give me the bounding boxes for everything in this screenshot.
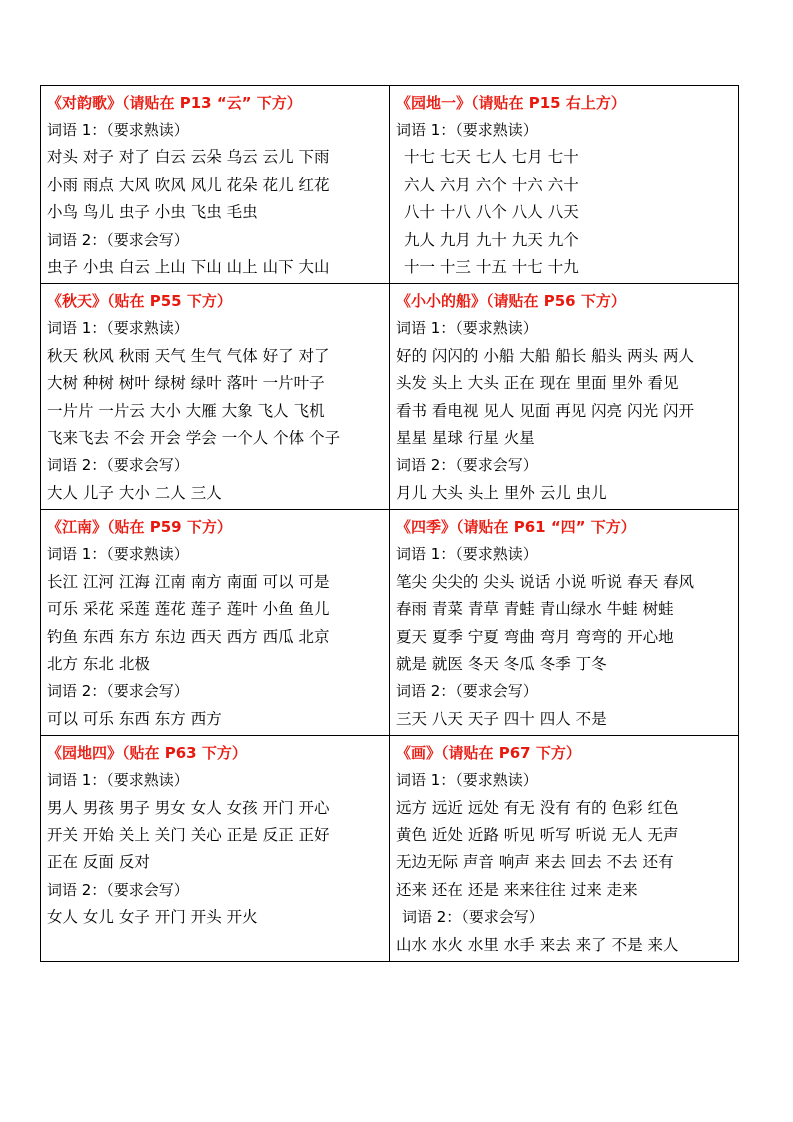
word-line: 秋天 秋风 秋雨 天气 生气 气体 好了 对了 (47, 346, 330, 365)
word-line: 头发 头上 大头 正在 现在 里面 里外 看见 (396, 374, 679, 393)
word-line: 对头 对子 对了 白云 云朵 乌云 云儿 下雨 (47, 148, 330, 167)
read-words-label: 词语 1：（要求熟读） (47, 545, 189, 564)
word-line: 看书 看电视 见人 见面 再见 闪亮 闪光 闪开 (396, 401, 694, 420)
write-words-label: 词语 2：（要求会写） (47, 682, 189, 701)
word-line: 开关 开始 关上 关门 关心 正是 反正 正好 (47, 825, 330, 844)
word-line: 黄色 近处 近路 听见 听写 听说 无人 无声 (396, 825, 679, 844)
word-line: 远方 远近 远处 有无 没有 有的 色彩 红色 (396, 798, 679, 817)
table-row (41, 510, 739, 736)
read-words-label: 词语 1：（要求熟读） (396, 545, 538, 564)
lesson-cell-jiangnan (41, 510, 390, 736)
word-line: 六人 六月 六个 十六 六十 (404, 175, 579, 194)
lesson-title: 《画》（请贴在 P67 下方） (396, 744, 581, 763)
word-line: 就是 就医 冬天 冬瓜 冬季 丁冬 (396, 654, 607, 673)
word-line: 笔尖 尖尖的 尖头 说话 小说 听说 春天 春风 (396, 572, 694, 591)
word-line: 还来 还在 还是 来来往往 过来 走来 (396, 880, 638, 899)
table-row (41, 86, 739, 284)
word-line: 八十 十八 八个 八人 八天 (404, 203, 579, 222)
word-line: 男人 男孩 男子 男女 女人 女孩 开门 开心 (47, 798, 330, 817)
word-line: 三天 八天 天子 四十 四人 不是 (396, 709, 607, 728)
read-words-label: 词语 1：（要求熟读） (396, 319, 538, 338)
word-line: 一片片 一片云 大小 大雁 大象 飞人 飞机 (47, 401, 325, 420)
word-line: 正在 反面 反对 (47, 853, 150, 872)
word-line: 春雨 青菜 青草 青蛙 青山绿水 牛蛙 树蛙 (396, 600, 674, 619)
word-line: 长江 江河 江海 江南 南方 南面 可以 可是 (47, 572, 330, 591)
word-line: 小雨 雨点 大风 吹风 风儿 花朵 花儿 红花 (47, 175, 330, 194)
lesson-cell-siji (390, 510, 739, 736)
lesson-cell-hua (390, 736, 739, 962)
word-line: 无边无际 声音 响声 来去 回去 不去 还有 (396, 853, 674, 872)
write-words-label: 词语 2：（要求会写） (402, 908, 544, 927)
write-words-label: 词语 2：（要求会写） (47, 880, 189, 899)
word-line: 夏天 夏季 宁夏 弯曲 弯月 弯弯的 开心地 (396, 627, 674, 646)
word-line: 飞来飞去 不会 开会 学会 一个人 个体 个子 (47, 429, 341, 448)
write-words-label: 词语 2：（要求会写） (47, 456, 189, 475)
word-line: 北方 东北 北极 (47, 654, 150, 673)
lesson-title: 《园地一》（请贴在 P15 右上方） (396, 94, 626, 112)
word-line: 大人 儿子 大小 二人 三人 (47, 483, 222, 502)
word-line: 好的 闪闪的 小船 大船 船长 船头 两头 两人 (396, 346, 694, 365)
vocabulary-table (40, 85, 739, 962)
lesson-cell-xiaoxiaodechuan (390, 284, 739, 510)
word-line: 九人 九月 九十 九天 九个 (404, 230, 579, 249)
word-line: 月儿 大头 头上 里外 云儿 虫儿 (396, 483, 607, 502)
table-row (41, 736, 739, 962)
table-row (41, 284, 739, 510)
lesson-title: 《四季》（请贴在 P61 “四” 下方） (396, 518, 636, 537)
lesson-cell-yuandi-1 (390, 86, 739, 284)
word-line: 大树 种树 树叶 绿树 绿叶 落叶 一片叶子 (47, 374, 325, 393)
read-words-label: 词语 1：（要求熟读） (396, 771, 538, 790)
word-line: 虫子 小虫 白云 上山 下山 山上 山下 大山 (47, 258, 330, 277)
word-line: 女人 女儿 女子 开门 开头 开火 (47, 908, 258, 927)
lesson-title: 《江南》（贴在 P59 下方） (47, 518, 232, 537)
word-line: 可乐 采花 采莲 莲花 莲子 莲叶 小鱼 鱼儿 (47, 600, 330, 619)
write-words-label: 词语 2：（要求会写） (396, 456, 538, 475)
word-line: 十七 七天 七人 七月 七十 (404, 148, 579, 167)
word-line: 可以 可乐 东西 东方 西方 (47, 709, 222, 728)
lesson-cell-qiutian (41, 284, 390, 510)
lesson-cell-duiyunge (41, 86, 390, 284)
read-words-label: 词语 1：（要求熟读） (396, 121, 538, 139)
write-words-label: 词语 2：（要求会写） (47, 230, 189, 249)
read-words-label: 词语 1：（要求熟读） (47, 319, 189, 338)
write-words-label: 词语 2：（要求会写） (396, 682, 538, 701)
word-line: 山水 水火 水里 水手 来去 来了 不是 来人 (396, 935, 679, 954)
lesson-title: 《秋天》（贴在 P55 下方） (47, 292, 232, 311)
lesson-cell-yuandi-4 (41, 736, 390, 962)
word-line: 钓鱼 东西 东方 东边 西天 西方 西瓜 北京 (47, 627, 330, 646)
word-line: 星星 星球 行星 火星 (396, 429, 535, 448)
read-words-label: 词语 1：（要求熟读） (47, 771, 189, 790)
lesson-title: 《园地四》（贴在 P63 下方） (47, 744, 247, 763)
lesson-title: 《对韵歌》（请贴在 P13 “云” 下方） (47, 94, 302, 112)
word-line: 十一 十三 十五 十七 十九 (404, 258, 579, 277)
word-line: 小鸟 鸟儿 虫子 小虫 飞虫 毛虫 (47, 203, 258, 222)
read-words-label: 词语 1：（要求熟读） (47, 121, 189, 139)
lesson-title: 《小小的船》（请贴在 P56 下方） (396, 292, 626, 311)
